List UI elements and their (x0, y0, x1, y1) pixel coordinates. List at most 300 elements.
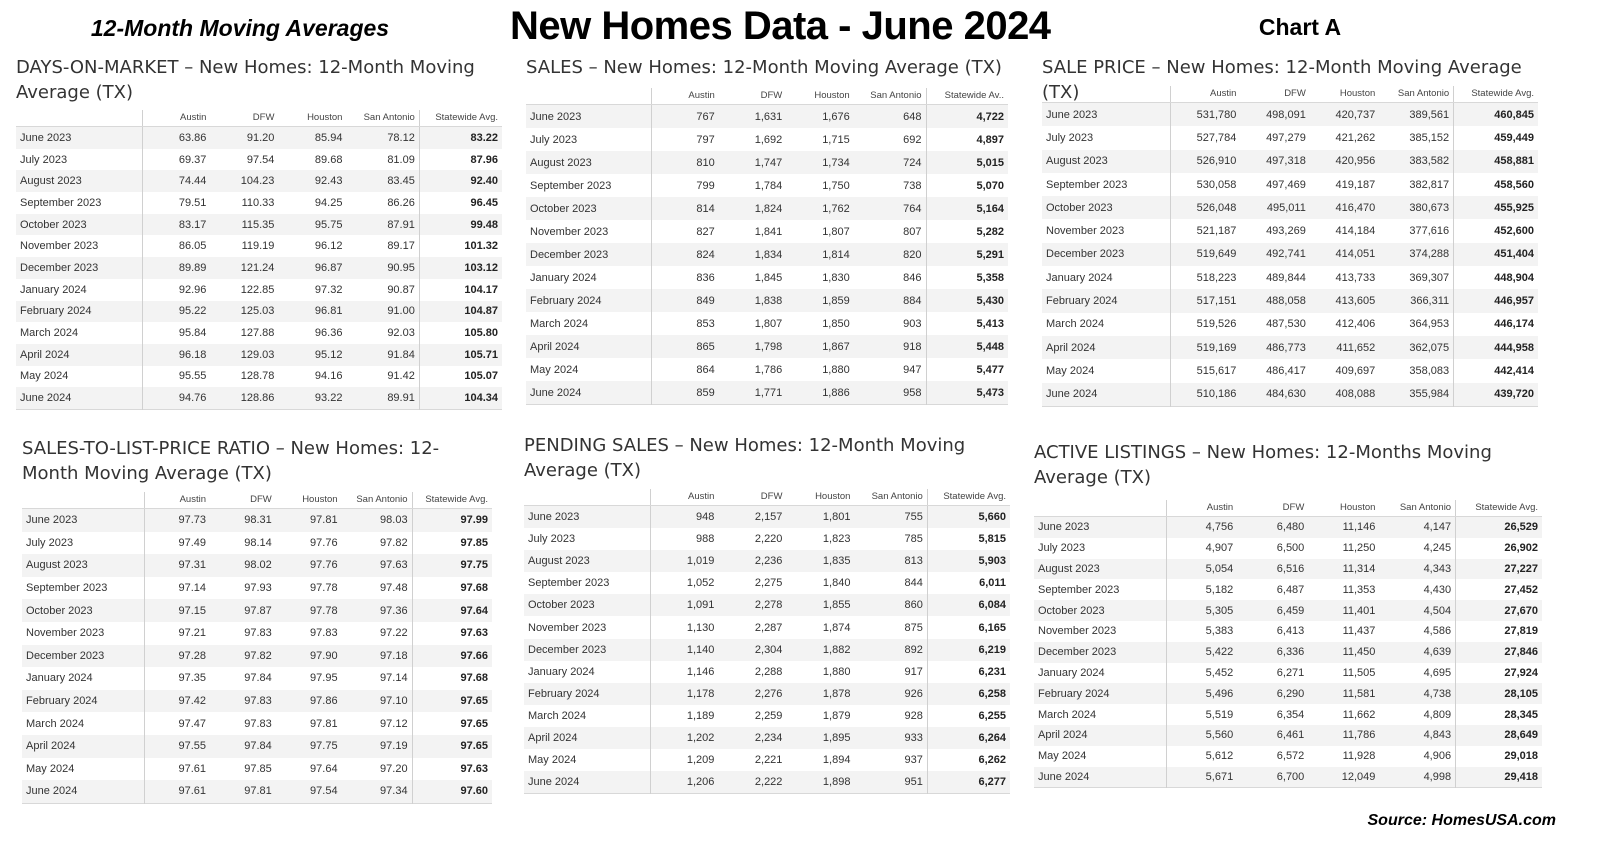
table-cell: 4,430 (1379, 579, 1455, 600)
table-cell: 97.48 (342, 577, 413, 600)
column-header: Statewide Avg. (419, 110, 502, 127)
table-cell: 128.86 (210, 387, 278, 409)
table-row (524, 661, 1010, 683)
table-cell: 364,953 (1379, 313, 1453, 336)
column-header: DFW (1240, 86, 1309, 103)
column-header: Austin (650, 489, 718, 506)
table-cell: 864 (651, 358, 718, 381)
table-cell: 4,504 (1379, 600, 1455, 621)
table-cell: 958 (854, 381, 926, 405)
table-cell: 948 (650, 506, 718, 529)
table-cell: 517,151 (1171, 289, 1240, 312)
table-cell: 2,220 (718, 528, 786, 550)
table-row (1034, 538, 1542, 559)
table-cell: 97.85 (210, 758, 276, 781)
table-cell: 97.20 (342, 758, 413, 781)
table-row (526, 197, 1008, 220)
table-cell: 79.51 (142, 192, 210, 214)
table-row (1042, 383, 1538, 407)
table-cell: 95.84 (142, 322, 210, 344)
table-cell: 1,178 (650, 683, 718, 705)
table-cell: 91.84 (346, 344, 419, 366)
table-row (526, 335, 1008, 358)
table-cell: 648 (854, 105, 926, 129)
table-cell: 1,882 (786, 639, 854, 661)
row-month-label: March 2024 (524, 705, 650, 727)
table-cell: 92.43 (278, 170, 346, 192)
row-month-label: February 2024 (16, 301, 142, 323)
row-month-label: September 2023 (524, 572, 650, 594)
table-cell: 5,182 (1166, 579, 1237, 600)
table-row (1034, 579, 1542, 600)
table-cell: 1,762 (786, 197, 853, 220)
table-cell: 814 (651, 197, 718, 220)
table-row (16, 279, 502, 301)
row-month-label: March 2024 (1042, 313, 1171, 336)
column-header: Statewide Av.. (926, 88, 1008, 105)
row-month-label: November 2023 (1034, 621, 1166, 642)
table-cell: 6,461 (1237, 725, 1308, 746)
table-cell: 97.83 (210, 690, 276, 713)
table-cell: 105.80 (419, 322, 502, 344)
table-row (524, 506, 1010, 529)
row-month-label: January 2024 (524, 661, 650, 683)
table-cell: 12,049 (1308, 767, 1379, 788)
table-cell: 2,222 (718, 771, 786, 794)
table-cell: 5,477 (926, 358, 1008, 381)
table-cell: 4,695 (1379, 663, 1455, 684)
table-cell: 97.93 (210, 577, 276, 600)
table-cell: 859 (651, 381, 718, 405)
table-row (524, 705, 1010, 727)
data-table (526, 88, 1008, 405)
row-month-label: March 2024 (526, 312, 651, 335)
table-cell: 28,345 (1456, 704, 1542, 725)
table-title: SALES – New Homes: 12-Month Moving Average (TX) (526, 57, 1002, 78)
column-header: Houston (278, 110, 346, 127)
column-header: San Antonio (1379, 500, 1455, 517)
row-month-label: January 2024 (16, 279, 142, 301)
table-cell: 1,202 (650, 727, 718, 749)
table-cell: 767 (651, 105, 718, 129)
table-cell: 988 (650, 528, 718, 550)
table-cell: 451,404 (1454, 243, 1538, 266)
table-cell: 96.18 (142, 344, 210, 366)
row-month-label: November 2023 (16, 235, 142, 257)
table-cell: 1,850 (786, 312, 853, 335)
row-month-label: January 2024 (1042, 266, 1171, 289)
table-cell: 439,720 (1454, 383, 1538, 407)
table-cell: 97.95 (276, 667, 342, 690)
column-header: San Antonio (342, 492, 413, 509)
row-month-label: June 2024 (16, 387, 142, 409)
row-month-label: June 2023 (1034, 517, 1166, 538)
table-cell: 97.82 (210, 645, 276, 668)
row-month-label: June 2024 (1034, 767, 1166, 788)
column-header: San Antonio (854, 88, 926, 105)
table-cell: 1,840 (786, 572, 854, 594)
table-cell: 97.68 (412, 667, 492, 690)
table-title: ACTIVE LISTINGS – New Homes: 12-Months Moving Average (TX) (1034, 442, 1492, 488)
row-month-label: April 2024 (22, 735, 144, 758)
column-header: Statewide Avg. (1454, 86, 1538, 103)
row-month-label: November 2023 (526, 220, 651, 243)
table-row (1034, 663, 1542, 684)
row-month-label: July 2023 (524, 528, 650, 550)
table-cell: 6,354 (1237, 704, 1308, 725)
table-cell: 455,925 (1454, 196, 1538, 219)
table-cell: 28,649 (1456, 725, 1542, 746)
table-row (1042, 336, 1538, 359)
table-cell: 1,798 (719, 335, 786, 358)
table-cell: 85.94 (278, 127, 346, 149)
table-cell: 420,956 (1310, 150, 1379, 173)
table-cell: 98.31 (210, 509, 276, 532)
table-cell: 97.54 (276, 780, 342, 803)
table-cell: 1,206 (650, 771, 718, 794)
table-cell: 497,469 (1240, 173, 1309, 196)
column-header (1034, 500, 1166, 517)
table-cell: 1,838 (719, 289, 786, 312)
row-month-label: February 2024 (22, 690, 144, 713)
table-cell: 515,617 (1171, 359, 1240, 382)
table-cell: 6,516 (1237, 559, 1308, 580)
table-cell: 5,383 (1166, 621, 1237, 642)
table-row (1042, 126, 1538, 149)
table-cell: 383,582 (1379, 150, 1453, 173)
table-row (22, 577, 492, 600)
table-cell: 446,174 (1454, 313, 1538, 336)
table-cell: 1,807 (719, 312, 786, 335)
row-month-label: May 2024 (526, 358, 651, 381)
table-cell: 29,418 (1456, 767, 1542, 788)
table-cell: 97.35 (144, 667, 210, 690)
table-cell: 11,314 (1308, 559, 1379, 580)
table-cell: 377,616 (1379, 219, 1453, 242)
table-row (1034, 642, 1542, 663)
column-header: Houston (1310, 86, 1379, 103)
table-cell: 492,741 (1240, 243, 1309, 266)
table-cell: 27,227 (1456, 559, 1542, 580)
row-month-label: September 2023 (1034, 579, 1166, 600)
table-cell: 493,269 (1240, 219, 1309, 242)
table-cell: 6,258 (927, 683, 1010, 705)
table-row (1042, 313, 1538, 336)
table-row (22, 509, 492, 532)
table-cell: 92.96 (142, 279, 210, 301)
table-cell: 1,814 (786, 243, 853, 266)
table-cell: 89.91 (346, 387, 419, 409)
table-cell: 5,671 (1166, 767, 1237, 788)
table-cell: 5,282 (926, 220, 1008, 243)
table-cell: 5,413 (926, 312, 1008, 335)
row-month-label: November 2023 (1042, 219, 1171, 242)
table-cell: 1,801 (786, 506, 854, 529)
table-cell: 97.65 (412, 712, 492, 735)
table-cell: 785 (854, 528, 927, 550)
table-row (22, 645, 492, 668)
table-cell: 4,738 (1379, 683, 1455, 704)
table-cell: 27,924 (1456, 663, 1542, 684)
row-month-label: July 2023 (526, 128, 651, 151)
table-header-row (1034, 500, 1542, 517)
table-cell: 484,630 (1240, 383, 1309, 407)
table-cell: 97.90 (276, 645, 342, 668)
row-month-label: May 2024 (22, 758, 144, 781)
table-cell: 928 (854, 705, 927, 727)
table-cell: 1,091 (650, 594, 718, 616)
table-cell: 2,304 (718, 639, 786, 661)
table-cell: 382,817 (1379, 173, 1453, 196)
row-month-label: October 2023 (22, 599, 144, 622)
table-cell: 11,146 (1308, 517, 1379, 538)
table-row (526, 128, 1008, 151)
table-cell: 446,957 (1454, 289, 1538, 312)
table-cell: 97.32 (278, 279, 346, 301)
table-cell: 1,786 (719, 358, 786, 381)
table-cell: 1,747 (719, 151, 786, 174)
row-month-label: May 2024 (524, 749, 650, 771)
table-cell: 97.64 (276, 758, 342, 781)
table-cell: 104.17 (419, 279, 502, 301)
table-row (1042, 219, 1538, 242)
table-cell: 5,430 (926, 289, 1008, 312)
table-row (524, 639, 1010, 661)
table-cell: 97.47 (144, 712, 210, 735)
table-cell: 74.44 (142, 170, 210, 192)
table-row (1034, 683, 1542, 704)
table-cell: 6,011 (927, 572, 1010, 594)
sales-to-list-price-ratio-panel (22, 436, 492, 804)
table-cell: 419,187 (1310, 173, 1379, 196)
table-cell: 83.17 (142, 214, 210, 236)
table-cell: 458,560 (1454, 173, 1538, 196)
table-cell: 5,305 (1166, 600, 1237, 621)
table-cell: 94.16 (278, 366, 346, 388)
table-cell: 97.83 (210, 712, 276, 735)
table-cell: 93.22 (278, 387, 346, 409)
table-cell: 4,639 (1379, 642, 1455, 663)
table-row (1042, 103, 1538, 127)
table-row (22, 735, 492, 758)
table-cell: 97.49 (144, 532, 210, 555)
table-cell: 97.15 (144, 599, 210, 622)
table-row (1034, 517, 1542, 538)
table-cell: 97.82 (342, 532, 413, 555)
table-cell: 385,152 (1379, 126, 1453, 149)
table-cell: 519,526 (1171, 313, 1240, 336)
table-row (22, 599, 492, 622)
table-cell: 813 (854, 550, 927, 572)
table-cell: 926 (854, 683, 927, 705)
table-cell: 127.88 (210, 322, 278, 344)
table-cell: 27,452 (1456, 579, 1542, 600)
table-row (1042, 289, 1538, 312)
table-cell: 853 (651, 312, 718, 335)
row-month-label: June 2023 (1042, 103, 1171, 127)
column-header (526, 88, 651, 105)
row-month-label: January 2024 (526, 266, 651, 289)
table-row (1042, 173, 1538, 196)
table-cell: 97.65 (412, 735, 492, 758)
table-row (16, 192, 502, 214)
table-cell: 6,459 (1237, 600, 1308, 621)
row-month-label: August 2023 (524, 550, 650, 572)
table-cell: 420,737 (1310, 103, 1379, 127)
table-cell: 97.63 (342, 554, 413, 577)
table-row (1034, 725, 1542, 746)
table-cell: 104.23 (210, 170, 278, 192)
table-cell: 414,051 (1310, 243, 1379, 266)
row-month-label: February 2024 (1034, 683, 1166, 704)
column-header: DFW (210, 492, 276, 509)
table-cell: 11,505 (1308, 663, 1379, 684)
table-cell: 1,878 (786, 683, 854, 705)
table-cell: 121.24 (210, 257, 278, 279)
table-cell: 1,830 (786, 266, 853, 289)
table-row (16, 214, 502, 236)
table-cell: 1,146 (650, 661, 718, 683)
table-row (524, 594, 1010, 616)
table-cell: 83.22 (419, 127, 502, 149)
table-cell: 27,819 (1456, 621, 1542, 642)
row-month-label: December 2023 (1034, 642, 1166, 663)
table-cell: 1,867 (786, 335, 853, 358)
row-month-label: March 2024 (22, 712, 144, 735)
column-header (22, 492, 144, 509)
row-month-label: December 2023 (16, 257, 142, 279)
table-cell: 1,823 (786, 528, 854, 550)
data-table (22, 492, 492, 804)
table-row (526, 151, 1008, 174)
table-cell: 98.03 (342, 509, 413, 532)
table-cell: 4,586 (1379, 621, 1455, 642)
table-cell: 5,612 (1166, 746, 1237, 767)
table-cell: 95.55 (142, 366, 210, 388)
table-cell: 724 (854, 151, 926, 174)
table-cell: 96.12 (278, 235, 346, 257)
table-cell: 1,715 (786, 128, 853, 151)
table-row (526, 381, 1008, 405)
table-cell: 97.68 (412, 577, 492, 600)
table-cell: 374,288 (1379, 243, 1453, 266)
table-cell: 4,722 (926, 105, 1008, 129)
row-month-label: February 2024 (1042, 289, 1171, 312)
table-cell: 1,880 (786, 358, 853, 381)
table-cell: 94.76 (142, 387, 210, 409)
table-cell: 91.00 (346, 301, 419, 323)
table-row (1042, 243, 1538, 266)
table-cell: 1,855 (786, 594, 854, 616)
row-month-label: January 2024 (1034, 663, 1166, 684)
table-cell: 97.66 (412, 645, 492, 668)
column-header: San Antonio (1379, 86, 1453, 103)
table-cell: 860 (854, 594, 927, 616)
table-cell: 97.14 (144, 577, 210, 600)
table-row (16, 301, 502, 323)
table-row (524, 727, 1010, 749)
table-cell: 1,130 (650, 616, 718, 638)
table-cell: 1,771 (719, 381, 786, 405)
table-cell: 28,105 (1456, 683, 1542, 704)
column-header (16, 110, 142, 127)
days-on-market-panel (16, 55, 502, 410)
table-cell: 97.61 (144, 780, 210, 803)
table-row (22, 622, 492, 645)
table-cell: 101.32 (419, 235, 502, 257)
table-cell: 86.05 (142, 235, 210, 257)
row-month-label: June 2023 (524, 506, 650, 529)
table-cell: 933 (854, 727, 927, 749)
table-cell: 78.12 (346, 127, 419, 149)
table-cell: 412,406 (1310, 313, 1379, 336)
table-cell: 95.75 (278, 214, 346, 236)
table-cell: 2,221 (718, 749, 786, 771)
table-cell: 951 (854, 771, 927, 794)
column-header: Houston (1308, 500, 1379, 517)
table-cell: 97.63 (412, 758, 492, 781)
table-cell: 97.78 (276, 599, 342, 622)
table-cell: 5,358 (926, 266, 1008, 289)
table-cell: 26,529 (1456, 517, 1542, 538)
row-month-label: March 2024 (1034, 704, 1166, 725)
table-header-row (22, 492, 492, 509)
table-cell: 1,880 (786, 661, 854, 683)
table-header-row (1042, 86, 1538, 103)
table-cell: 865 (651, 335, 718, 358)
row-month-label: April 2024 (524, 727, 650, 749)
table-cell: 5,452 (1166, 663, 1237, 684)
table-cell: 87.91 (346, 214, 419, 236)
table-cell: 1,841 (719, 220, 786, 243)
row-month-label: April 2024 (1034, 725, 1166, 746)
table-cell: 1,052 (650, 572, 718, 594)
table-cell: 1,631 (719, 105, 786, 129)
row-month-label: December 2023 (1042, 243, 1171, 266)
table-cell: 1,874 (786, 616, 854, 638)
table-cell: 1,807 (786, 220, 853, 243)
table-cell: 128.78 (210, 366, 278, 388)
row-month-label: April 2024 (526, 335, 651, 358)
table-cell: 458,881 (1454, 150, 1538, 173)
table-cell: 5,660 (927, 506, 1010, 529)
column-header: Houston (786, 489, 854, 506)
table-cell: 97.75 (276, 735, 342, 758)
row-month-label: August 2023 (16, 170, 142, 192)
table-cell: 6,487 (1237, 579, 1308, 600)
table-cell: 92.40 (419, 170, 502, 192)
table-cell: 738 (854, 174, 926, 197)
table-cell: 521,187 (1171, 219, 1240, 242)
table-cell: 380,673 (1379, 196, 1453, 219)
table-cell: 6,413 (1237, 621, 1308, 642)
table-cell: 6,264 (927, 727, 1010, 749)
table-cell: 355,984 (1379, 383, 1453, 407)
table-cell: 97.54 (210, 149, 278, 171)
table-cell: 2,259 (718, 705, 786, 727)
table-cell: 1,140 (650, 639, 718, 661)
table-cell: 519,649 (1171, 243, 1240, 266)
table-row (526, 266, 1008, 289)
table-cell: 86.26 (346, 192, 419, 214)
row-month-label: December 2023 (526, 243, 651, 266)
table-cell: 947 (854, 358, 926, 381)
table-row (22, 532, 492, 555)
table-cell: 96.81 (278, 301, 346, 323)
table-cell: 27,670 (1456, 600, 1542, 621)
table-row (22, 554, 492, 577)
table-cell: 824 (651, 243, 718, 266)
